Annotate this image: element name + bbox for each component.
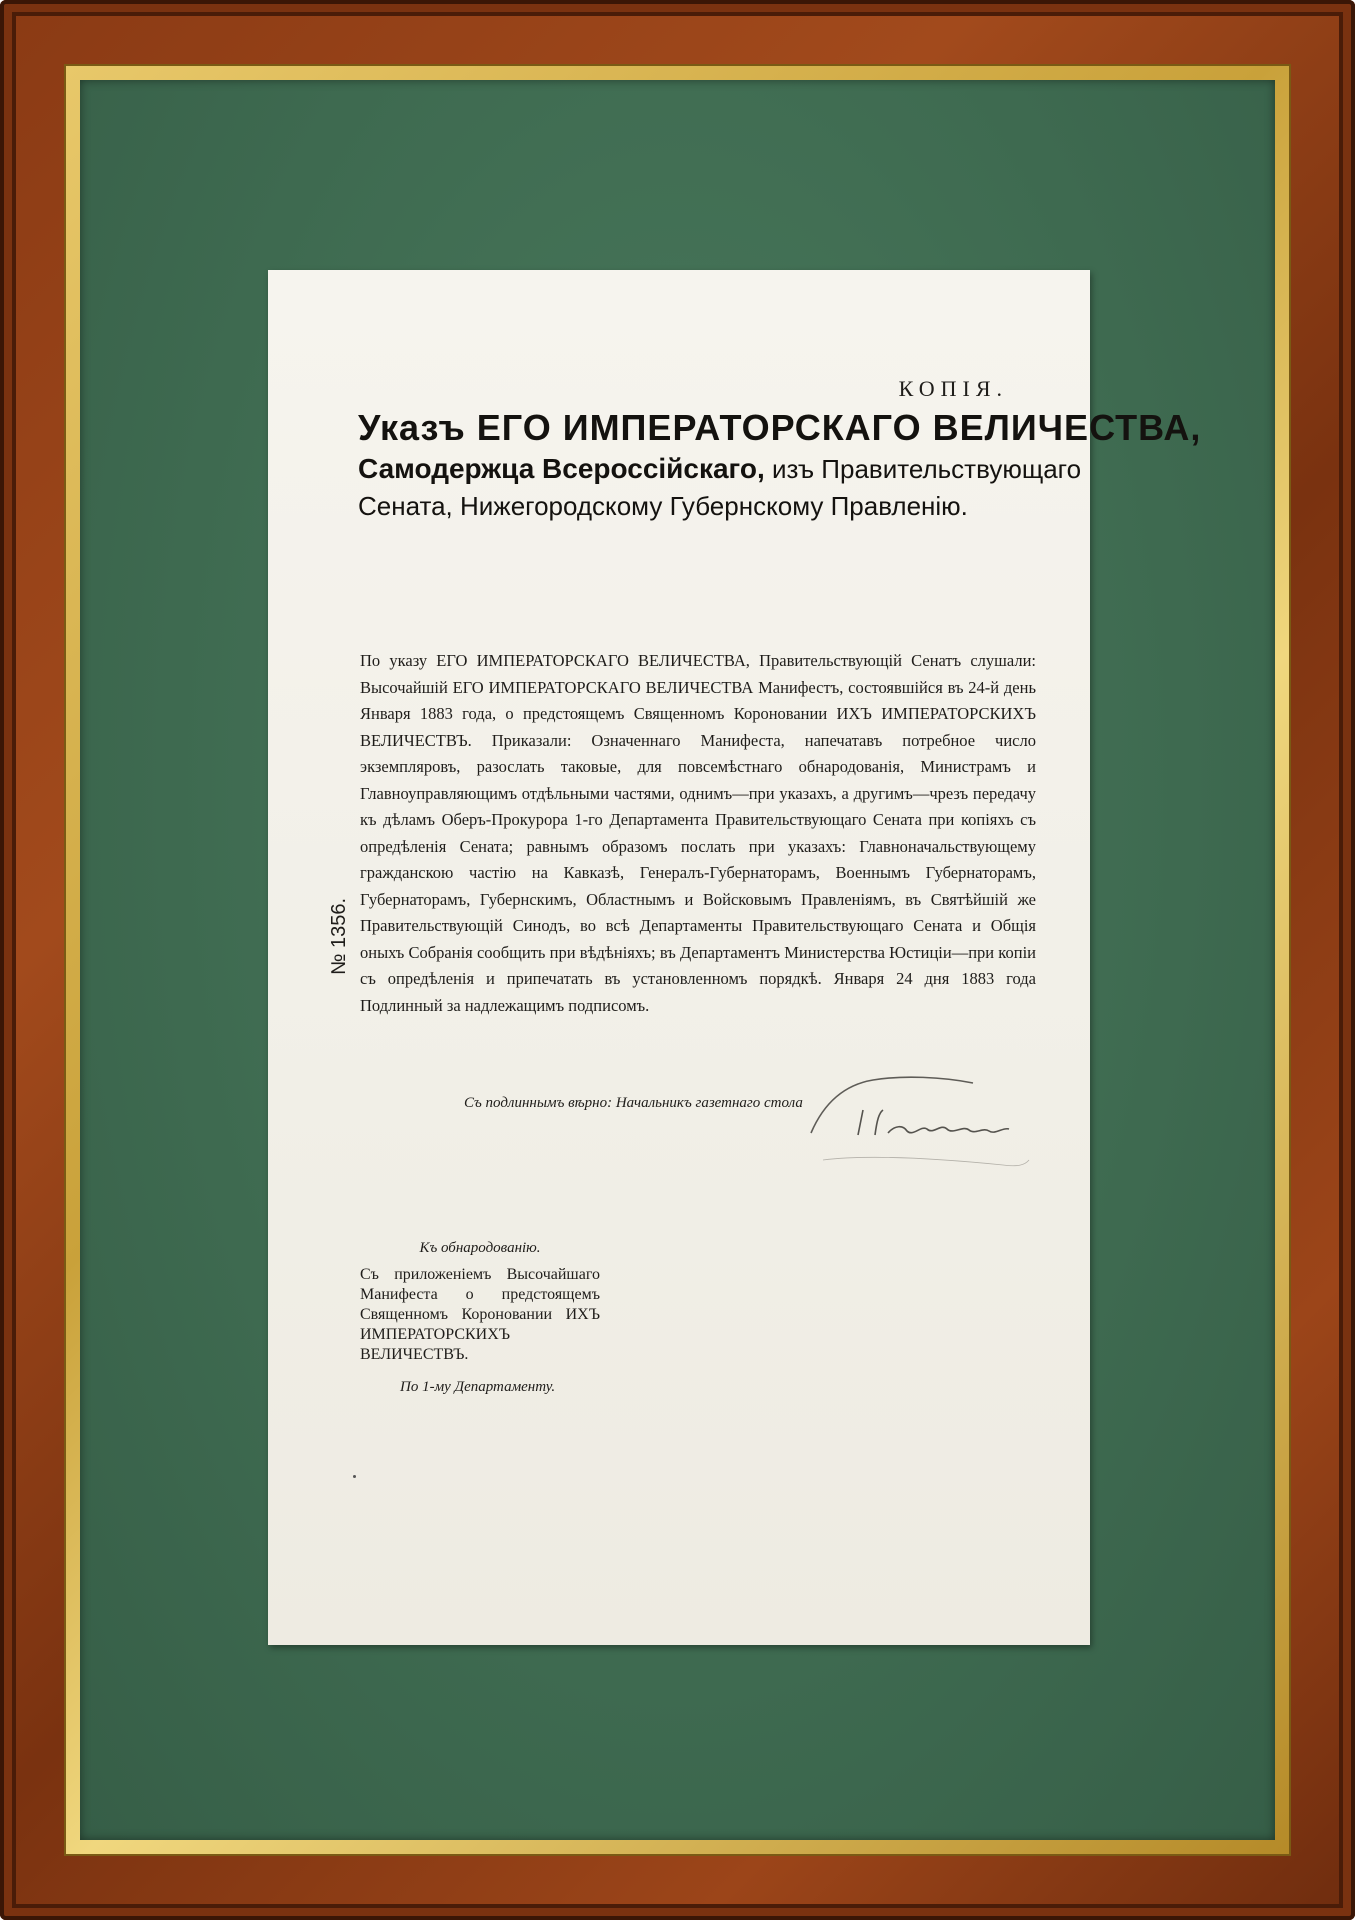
document-title (358, 406, 1202, 524)
title-line-2-bold: Самодержца Всероссійскаго, (358, 453, 765, 484)
attachment-note: Съ приложеніемъ Высочайшаго Манифеста о предстоящемъ Священномъ Короновании ИХЪ ИМПЕРАТОРСКИХЪ ВЕЛИЧЕСТВЪ. (360, 1266, 600, 1363)
title-line-3: Сената, Нижегородскому Губернскому Правленію. (358, 491, 968, 521)
department-note: По 1-му Департаменту. (400, 1379, 556, 1395)
decree-body: По указу ЕГО ИМПЕРАТОРСКАГО ВЕЛИЧЕСТВА, Правительствующій Сенатъ слушали: Высочайшій ЕГО ИМПЕРАТОРСКАГО ВЕЛИЧЕСТВА Манифестъ, состоявшійся въ 24-й день Января 1883 года, о предстоящемъ Священномъ Короновании ИХЪ ИМПЕРАТОРСКИХЪ ВЕЛИЧЕСТВЪ. Приказали: Означеннаго Манифеста, напечатавъ потребное число экземпляровъ, разослать таковые, для повсемѣстнаго обнародованія, Министрамъ и Главноуправляющимъ отдѣльными частями, однимъ—при указахъ, а другимъ—чрезъ передачу къ дѣламъ Оберъ-Прокурора 1-го Департамента Правительствующаго Сената при копіяхъ съ опредѣленія Сената; равнымъ образомъ послать при указахъ: Главноначальствующему гражданскою частію на Кавказѣ, Генералъ-Губернаторамъ, Военнымъ Губернаторамъ, Губернаторамъ, Губернскимъ, Областнымъ и Войсковымъ Правленіямъ, въ Святѣйшій же Правительствующій Синодъ, во всѣ Департаменты Правительствующаго Сената и Общія оныхъ Собранія сообщить при вѣдѣніяхъ; въ Департаментъ Министерства Юстиціи—при копіи съ опредѣленія и припечатать въ установленномъ порядкѣ. Января 24 дня 1883 года Подлинный за надлежащимъ подписомъ. (360, 651, 1036, 1015)
copy-label: КОПІЯ. (898, 376, 1008, 401)
title-line-2 (358, 450, 1082, 488)
document-number: № 1356. (328, 897, 350, 975)
handwritten-signature (803, 1065, 1033, 1175)
publication-block (360, 1240, 600, 1396)
title-line-2-rest: изъ Правительствующаго (764, 454, 1082, 484)
certification-line: Съ подлиннымъ вѣрно: Начальникъ газетнаго стола (464, 1095, 803, 1111)
title-line-1: Указъ ЕГО ИМПЕРАТОРСКАГО ВЕЛИЧЕСТВА, (358, 407, 1202, 448)
to-publish-note: Къ обнародованію. (419, 1240, 541, 1256)
paper-mark (353, 1475, 356, 1478)
document-sheet (268, 270, 1202, 1645)
